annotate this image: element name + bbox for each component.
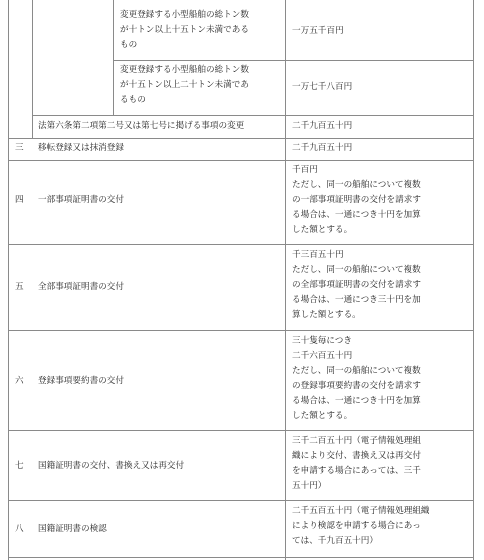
fee-text: ては、千九百五十円） bbox=[292, 536, 378, 546]
fee-text: る場合は、一通につき十円を加算 bbox=[292, 210, 421, 220]
column-divider-number bbox=[32, 0, 33, 138]
row-fee-nationality-certificate-inspection bbox=[292, 504, 430, 549]
fee-text: 二千六百五十円 bbox=[292, 351, 353, 361]
item-number: 五 bbox=[15, 282, 24, 292]
item-number: 四 bbox=[15, 195, 24, 205]
fee-text: 二千五百五十円（電子情報処理組織 bbox=[292, 506, 430, 516]
fee-text: した額とする。 bbox=[292, 225, 353, 235]
cell-text-line: 登録事項要約書の交付 bbox=[38, 376, 124, 386]
fee-text: 二千九百五十円 bbox=[292, 143, 353, 153]
row-desc-small-vessel-15-20t bbox=[120, 63, 284, 108]
cell-text-line: が十五トン以上二十トン未満であ bbox=[120, 80, 249, 90]
row-fee-small-vessel-15-20t bbox=[292, 80, 352, 95]
fee-text: 二千九百五十円 bbox=[292, 121, 353, 131]
column-divider-fee bbox=[285, 0, 286, 560]
row-line bbox=[32, 115, 473, 116]
row-fee-partial-certificate bbox=[292, 163, 421, 238]
row-desc-full-certificate bbox=[38, 280, 124, 295]
item-number: 三 bbox=[15, 143, 24, 153]
fee-text: の登録事項要約書の交付を請求す bbox=[292, 381, 421, 391]
fee-text: の一部事項証明書の交付を請求す bbox=[292, 195, 421, 205]
cell-text-line: 法第六条第二項第二号又は第七号に掲げる事項の変更 bbox=[38, 121, 245, 131]
fee-text: 千三百五十円 bbox=[292, 250, 344, 260]
cell-text-line: 変更登録する小型船舶の総トン数 bbox=[120, 10, 249, 20]
cell-text-line: 変更登録する小型船舶の総トン数 bbox=[120, 65, 249, 75]
row-line bbox=[8, 430, 473, 431]
cell-text-line: 国籍証明書の検認 bbox=[38, 524, 107, 534]
fee-text: る場合は、一通につき三十円を加 bbox=[292, 295, 421, 305]
item-number: 六 bbox=[15, 376, 24, 386]
row-fee-nationality-certificate-issue bbox=[292, 434, 421, 494]
fee-text: 五十円） bbox=[292, 481, 327, 491]
cell-text-line: 移転登録又は抹消登録 bbox=[38, 143, 124, 153]
row-fee-registration-summary bbox=[292, 334, 421, 424]
fee-text: を申請する場合にあっては、三千 bbox=[292, 466, 421, 476]
cell-text-line: が十トン以上十五トン未満である bbox=[120, 25, 249, 35]
item-number: 八 bbox=[15, 524, 24, 534]
cell-text-line: もの bbox=[120, 40, 138, 50]
cell-text-line: るもの bbox=[120, 95, 146, 105]
cell-text-line: 全部事項証明書の交付 bbox=[38, 282, 124, 292]
fee-text: ただし、同一の船舶について複数 bbox=[292, 180, 421, 190]
item-number: 七 bbox=[15, 461, 24, 471]
row-line bbox=[8, 330, 473, 331]
row-desc-article6-change bbox=[38, 119, 244, 134]
fee-text: ただし、同一の船舶について複数 bbox=[292, 366, 421, 376]
fee-text: 一万七千八百円 bbox=[292, 82, 353, 92]
row-desc-partial-certificate bbox=[38, 193, 124, 208]
cell-text-line: 一部事項証明書の交付 bbox=[38, 195, 124, 205]
fee-text: 一万五千百円 bbox=[292, 26, 344, 36]
fee-text: 織により交付、書換え又は再交付 bbox=[292, 451, 421, 461]
row-line bbox=[8, 557, 473, 558]
row-desc-registration-summary bbox=[38, 374, 124, 389]
table-border-right bbox=[473, 0, 474, 560]
column-divider-subitem bbox=[113, 0, 114, 115]
row-fee-transfer-registration bbox=[292, 141, 352, 156]
fee-text: により検認を申請する場合にあっ bbox=[292, 521, 421, 531]
row-line bbox=[8, 160, 473, 161]
fee-text: した額とする。 bbox=[292, 411, 353, 421]
row-desc-small-vessel-10-15t bbox=[120, 8, 284, 53]
fee-text: ただし、同一の船舶について複数 bbox=[292, 265, 421, 275]
row-fee-full-certificate bbox=[292, 248, 421, 323]
fee-text: 算した額とする。 bbox=[292, 310, 361, 320]
fee-text: 三十隻毎につき bbox=[292, 336, 352, 346]
row-line bbox=[8, 138, 473, 139]
row-line bbox=[113, 60, 473, 61]
row-fee-small-vessel-10-15t bbox=[292, 24, 344, 39]
row-desc-nationality-certificate-inspection bbox=[38, 522, 107, 537]
row-desc-transfer-registration bbox=[38, 141, 124, 156]
fee-text: る場合は、一通につき十円を加算 bbox=[292, 396, 421, 406]
row-line bbox=[8, 244, 473, 245]
fee-text: 三千二百五十円（電子情報処理組 bbox=[292, 436, 421, 446]
fee-text: 千百円 bbox=[292, 165, 318, 175]
cell-text-line: 国籍証明書の交付、書換え又は再交付 bbox=[38, 461, 185, 471]
row-line bbox=[8, 500, 473, 501]
row-desc-nationality-certificate-issue bbox=[38, 459, 184, 474]
row-fee-article6-change bbox=[292, 119, 352, 134]
table-border-left bbox=[8, 0, 9, 560]
fee-text: の全部事項証明書の交付を請求す bbox=[292, 280, 421, 290]
